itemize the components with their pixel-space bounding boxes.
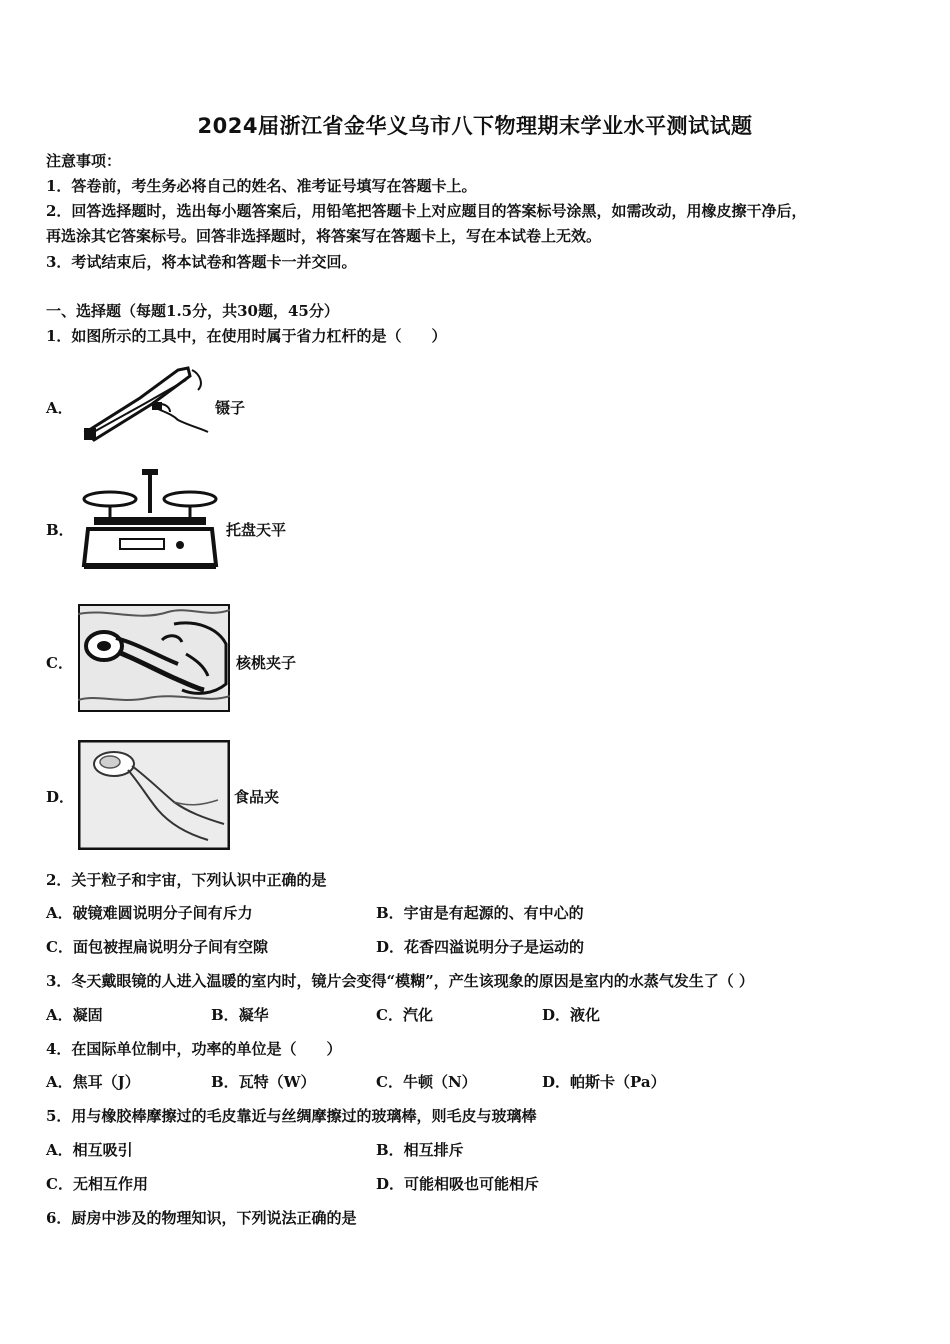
section-heading: 一、选择题（每题1.5分，共30题，45分） (46, 302, 339, 320)
q3-stem: 3．冬天戴眼镜的人进入温暖的室内时，镜片会变得“模糊”，产生该现象的原因是室内的水蒸气发生了（ ） (46, 972, 754, 990)
q2-option-d: D．花香四溢说明分子是运动的 (376, 938, 585, 956)
q5-stem: 5．用与橡胶棒摩擦过的毛皮靠近与丝绸摩擦过的玻璃棒，则毛皮与玻璃棒 (46, 1107, 537, 1125)
q4-option-d: D．帕斯卡（Pa） (542, 1073, 666, 1091)
q4-stem: 4．在国际单位制中，功率的单位是（ ） (46, 1040, 342, 1058)
q4-option-a: A．焦耳（J） (46, 1073, 140, 1091)
q5-option-d: D．可能相吸也可能相斥 (376, 1175, 540, 1193)
q3-option-b: B．凝华 (211, 1006, 269, 1024)
page-title: 2024届浙江省金华义乌市八下物理期末学业水平测试试题 (197, 114, 753, 138)
q1-option-c-label: C． (46, 654, 73, 672)
notice-item-3: 3．考试结束后，将本试卷和答题卡一并交回。 (46, 253, 357, 271)
q1-stem: 1．如图所示的工具中，在使用时属于省力杠杆的是（ ） (46, 327, 447, 345)
notice-item-2-cont: 再选涂其它答案标号。回答非选择题时，将答案写在答题卡上，写在本试卷上无效。 (46, 227, 602, 245)
tweezers-icon (80, 360, 210, 445)
q4-option-b: B．瓦特（W） (211, 1073, 316, 1091)
q2-stem: 2．关于粒子和宇宙，下列认识中正确的是 (46, 871, 327, 889)
q2-option-c: C．面包被捏扁说明分子间有空隙 (46, 938, 268, 956)
notice-item-2: 2．回答选择题时，选出每小题答案后，用铅笔把答题卡上对应题目的答案标号涂黑，如需改动，用橡皮擦干净后， (46, 202, 807, 220)
q4-option-c: C．牛顿（N） (376, 1073, 477, 1091)
q1-option-a-label: A． (46, 399, 73, 417)
q2-option-a: A．破镜难圆说明分子间有斥力 (46, 904, 253, 922)
q1-option-d-label: D． (46, 788, 75, 806)
q1-option-b-label: B． (46, 521, 74, 539)
notice-heading: 注意事项： (46, 152, 122, 170)
q3-option-d: D．液化 (542, 1006, 601, 1024)
q1-option-c-caption: 核桃夹子 (236, 654, 297, 672)
q1-option-b-caption: 托盘天平 (226, 521, 287, 539)
notice-item-1: 1．答卷前，考生务必将自己的姓名、准考证号填写在答题卡上。 (46, 177, 477, 195)
q1-option-d-caption: 食品夹 (234, 788, 280, 806)
q6-stem: 6．厨房中涉及的物理知识，下列说法正确的是 (46, 1209, 357, 1227)
q3-option-c: C．汽化 (376, 1006, 433, 1024)
nutcracker-icon (78, 604, 230, 712)
balance-icon (80, 465, 220, 573)
q3-option-a: A．凝固 (46, 1006, 103, 1024)
q5-option-b: B．相互排斥 (376, 1141, 464, 1159)
q5-option-c: C．无相互作用 (46, 1175, 148, 1193)
food-tongs-icon (78, 740, 230, 850)
q5-option-a: A．相互吸引 (46, 1141, 133, 1159)
q1-option-a-caption: 镊子 (215, 399, 246, 417)
q2-option-b: B．宇宙是有起源的、有中心的 (376, 904, 584, 922)
